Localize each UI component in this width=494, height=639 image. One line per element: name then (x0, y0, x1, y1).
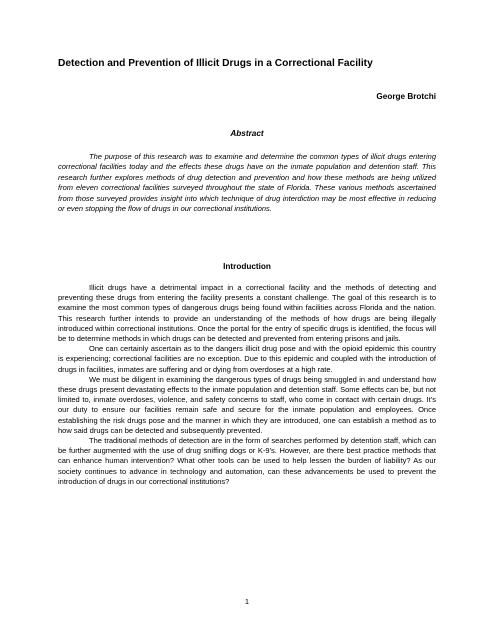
introduction-paragraph: We must be diligent in examining the dangerous types of drugs being smuggled in and understand how these drugs present devastating effects to the inmate population and detention staff. Some effects can be, but not limited to, inmate overdoses, violence, and safety concerns to staff, who come in contact with certain drugs. It’s our duty to ensure our facilities remain safe and secure for the inmate population and employees. Once establishing the risk drugs pose and the manner in which they are introduced, one can establish a method as to how said drugs can be detected and subsequently prevented. (58, 374, 436, 435)
introduction-paragraph: One can certainly ascertain as to the dangers illicit drug pose and with the opioid epidemic this country is experiencing; correctional facilities are no exception. Due to this epidemic and coupled with the introduction of drugs in facilities, inmates are suffering and or dying from overdoses at a high rate. (58, 344, 436, 374)
abstract-body: The purpose of this research was to examine and determine the common types of illicit drugs entering correctional facilities today and the effects these drugs have on the inmate population and detention staff. This research further explores methods of drug detection and prevention and how these methods are being utilized from eleven correctional facilities surveyed throughout the state of Florida. These various methods ascertained from those surveyed provides insight into which technique of drug interdiction may be most effective in reducing or even stopping the flow of drugs in our correctional institutions. (58, 152, 436, 214)
abstract-heading: Abstract (230, 129, 264, 138)
author-name: George Brotchi (376, 92, 436, 101)
introduction-paragraph: Illicit drugs have a detrimental impact in a correctional facility and the methods of detecting and preventing these drugs from entering the facility presents a constant challenge. The goal of this research is to examine the most common types of dangerous drugs being found within facilities across Florida and the nation. This research further intends to provide an understanding of the methods of how drugs are being illegally introduced within correctional institutions. Once the portal for the entry of specific drugs is identified, the focus will be to determine methods in which drugs can be detected and prevented from entering prisons and jails. (58, 283, 436, 344)
introduction-paragraph: The traditional methods of detection are in the form of searches performed by detention staff, which can be further augmented with the use of drug sniffing dogs or K-9’s. However, are there best practice methods that can enhance human intervention? What other tools can be used to help lessen the burden of liability? As our society continues to advance in technology and automation, can these advancements be used to prevent the introduction of drugs in our correctional institutions? (58, 436, 436, 486)
introduction-heading: Introduction (223, 262, 271, 271)
page-number: 1 (244, 597, 250, 606)
paper-title: Detection and Prevention of Illicit Drugs in a Correctional Facility (58, 58, 373, 69)
introduction-body (58, 283, 436, 487)
